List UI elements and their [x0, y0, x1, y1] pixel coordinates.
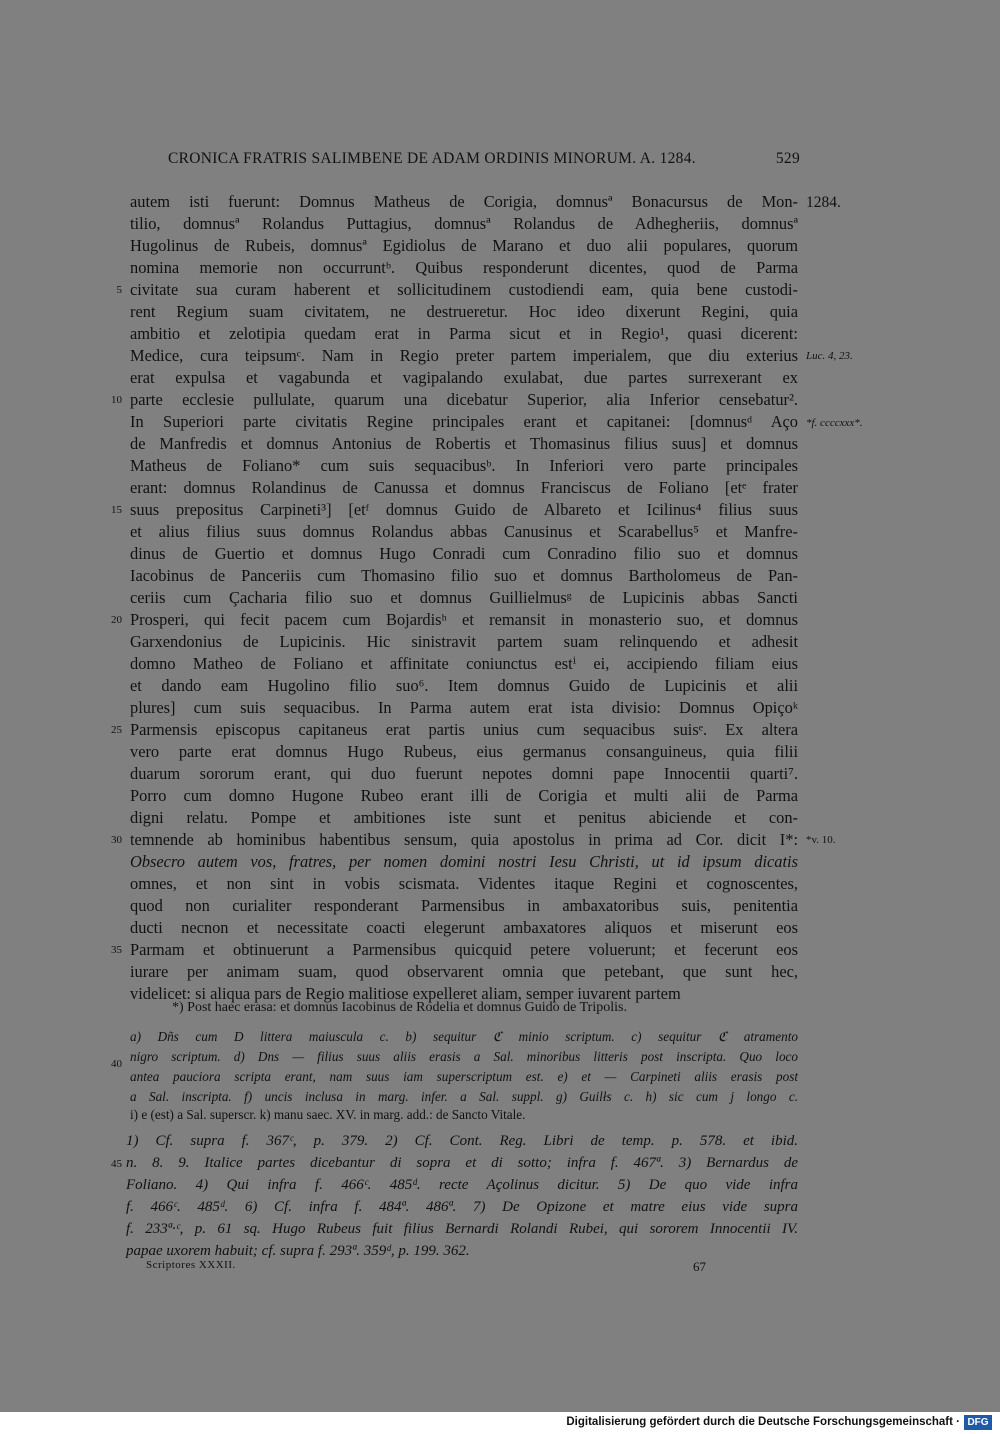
text-line: Porro cum domno Hugone Rubeo erant illi de Corigia et multi alii de Parma [130, 786, 798, 805]
text-line: Hugolinus de Rubeis, domnusª Egidiolus de Marano et duo alii populares, quorum [130, 236, 798, 255]
line-number: 15 [111, 504, 122, 516]
line-number: 40 [111, 1058, 122, 1070]
text-line: digni relatu. Pompe et ambitiones iste sunt et penitus abiciende et con- [130, 808, 798, 827]
line-number: 45 [111, 1158, 122, 1170]
text-line: dinus de Guertio et domnus Hugo Conradi cum Conradino filio suo et domnus [130, 544, 798, 563]
margin-year: 1284. [806, 194, 841, 211]
sheet-number: 67 [693, 1259, 706, 1274]
text-line: parte ecclesie pullulate, quarum una dicebatur Superior, alia Inferior censebatur². [130, 390, 798, 409]
text-line: duarum sororum erant, qui duo fuerunt nepotes domni pape Innocentii quarti⁷. [130, 764, 798, 783]
text-line: Obsecro autem vos, fratres, per nomen domini nostri Iesu Christi, ut id ipsum dicatis [130, 852, 798, 871]
funding-credit: Digitalisierung gefördert durch die Deutsche Forschungsgemeinschaft · [566, 1416, 960, 1428]
text-line: ceriis cum Çacharia filio suo et domnus Guillielmusᵍ de Lupicinis abbas Sancti [130, 588, 798, 607]
reference-line: n. 8. 9. Italice partes dicebantur di sopra et di sotto; infra f. 467ª. 3) Bernardus de [126, 1155, 798, 1171]
text-line: Prosperi, qui fecit pacem cum Bojardisʰ et remansit in monasterio suo, et domnus [130, 610, 798, 629]
apparatus-line: antea pauciora scripta erant, nam suus iam superscriptum est. e) et — Carpineti aliis erasis post [130, 1069, 798, 1084]
text-line: Matheus de Foliano* cum suis sequacibusᵇ. In Inferiori vero parte principales [130, 456, 798, 475]
line-number: 30 [111, 834, 122, 846]
line-number: 25 [111, 724, 122, 736]
reference-line: Foliano. 4) Qui infra f. 466ᶜ. 485ᵈ. recte Açolinus dicitur. 5) De quo vide infra [126, 1177, 798, 1193]
text-line: vero parte erat domnus Hugo Rubeus, eius germanus consanguineus, quia filii [130, 742, 798, 761]
running-header [168, 150, 800, 168]
reference-line: f. 466ᶜ. 485ᵈ. 6) Cf. infra f. 484ª. 486ª. 7) De Opizone et matre eius vide supra [126, 1199, 798, 1215]
text-line: plures] cum suis sequacibus. In Parma autem erat ista divisio: Domnus Opiçoᵏ [130, 698, 798, 717]
text-line: iurare per animam suam, quod observarent omnia que petebant, que sunt hec, [130, 962, 798, 981]
apparatus-line: a Sal. inscripta. f) uncis inclusa in marg. infer. a Sal. suppl. g) Guilłs c. h) sic cum j longo c. [130, 1089, 798, 1104]
text-line: Garxendonius de Lupicinis. Hic sinistravit partem suam relinquendo et adhesit [130, 632, 798, 651]
reference-line: 1) Cf. supra f. 367ᶜ, p. 379. 2) Cf. Cont. Reg. Libri de temp. p. 578. et ibid. [126, 1133, 798, 1149]
text-line: ducti necnon et necessitate coacti elegerunt ambaxatores aliquos et miserunt eos [130, 918, 798, 937]
text-line: de Manfredis et domnus Antonius de Robertis et Thomasinus filius suus] et domnus [130, 434, 798, 453]
text-line: ambitio et zelotipia quedam erat in Parma sicut et in Regio¹, quasi dicerent: [130, 324, 798, 343]
margin-folio: *f. ccccxxx*. [806, 417, 863, 429]
apparatus-line: nigro scriptum. d) Dns — filius suus aliis erasis a Sal. minoribus litteris post inscripta. Quo loco [130, 1049, 798, 1064]
text-line: In Superiori parte civitatis Regine principales erant et capitanei: [domnusᵈ Aço [130, 412, 798, 431]
text-line: nomina memorie non occurruntᵇ. Quibus responderunt dicentes, quod de Parma [130, 258, 798, 277]
line-number: 20 [111, 614, 122, 626]
text-line: et dando eam Hugolino filio suo⁶. Item domnus Guido de Lupicinis et alii [130, 676, 798, 695]
text-line: quod non curialiter responderant Parmensibus in ambaxatoribus suis, penitentia [130, 896, 798, 915]
footer-bar [0, 1412, 1000, 1434]
text-line: Medice, cura teipsumᶜ. Nam in Regio preter partem imperialem, que diu exterius [130, 346, 798, 365]
text-line: Parmensis episcopus capitaneus erat partis unius cum sequacibus suisᵉ. Ex altera [130, 720, 798, 739]
header-title: CRONICA FRATRIS SALIMBENE DE ADAM ORDINIS MINORUM. A. 1284. [168, 150, 696, 167]
text-line: domno Matheo de Foliano et affinitate coniunctus estⁱ ei, accipiendo filiam eius [130, 654, 798, 673]
text-line: autem isti fuerunt: Domnus Matheus de Corigia, domnusª Bonacursus de Mon- [130, 192, 798, 211]
text-line: videlicet: si aliqua pars de Regio malitiose expelleret aliam, semper iuvarent partem [130, 984, 681, 1003]
text-line: civitate sua curam haberent et sollicitudinem custodiendi eam, quia bene custodi- [130, 280, 798, 299]
signature-mark: Scriptores XXXII. [146, 1259, 236, 1271]
text-line: omnes, et non sint in vobis scismata. Videntes itaque Regini et cognoscentes, [130, 874, 798, 893]
apparatus-line: i) e (est) a Sal. superscr. k) manu saec. XV. in marg. add.: de Sancto Vitale. [130, 1107, 526, 1122]
line-number: 10 [111, 394, 122, 406]
line-number: 5 [116, 284, 122, 296]
text-line: erat expulsa et vagabunda et vagipalando exulabat, due partes surrexerant ex [130, 368, 798, 387]
reference-line: papae uxorem habuit; cf. supra f. 293ª. 359ᵈ, p. 199. 362. [126, 1243, 470, 1259]
text-line: et alius filius suus domnus Rolandus abbas Canusinus et Scarabellus⁵ et Manfre- [130, 522, 798, 541]
text-line: Parmam et obtinuerunt a Parmensibus quicquid petere voluerunt; et fecerunt eos [130, 940, 798, 959]
margin-citation: Luc. 4, 23. [806, 350, 853, 362]
text-line: temnende ab hominibus habentibus sensum, quia apostolus in prima ad Cor. dicit I*: [130, 830, 798, 849]
asterisk-footnote: *) Post haec erasa: et domnus Iacobinus de Rodelia et domnus Guido de Tripolis. [172, 1000, 627, 1015]
apparatus-line: a) Dñs cum D littera maiuscula c. b) sequitur ℭ minio scriptum. c) sequitur ℭ atramento [130, 1029, 798, 1044]
margin-verse: *v. 10. [806, 834, 836, 846]
line-number: 35 [111, 944, 122, 956]
reference-line: f. 233ª·ᶜ, p. 61 sq. Hugo Rubeus fuit filius Bernardi Rolandi Rubei, qui sororem Innocentii IV. [126, 1221, 798, 1237]
text-line: tilio, domnusª Rolandus Puttagius, domnusª Rolandus de Adhegheriis, domnusª [130, 214, 798, 233]
text-line: suus prepositus Carpineti³] [etᶠ domnus Guido de Albareto et Icilinus⁴ filius suus [130, 500, 798, 519]
dfg-logo-icon[interactable]: DFG [964, 1415, 992, 1430]
page-number: 529 [775, 150, 800, 167]
text-line: rent Regium suam civitatem, ne destrueretur. Hoc ideo dixerunt Regini, quia [130, 302, 798, 321]
text-line: Iacobinus de Panceriis cum Thomasino filio suo et domnus Bartholomeus de Pan- [130, 566, 798, 585]
text-line: erant: domnus Rolandinus de Canussa et domnus Franciscus de Foliano [etᵉ frater [130, 478, 798, 497]
